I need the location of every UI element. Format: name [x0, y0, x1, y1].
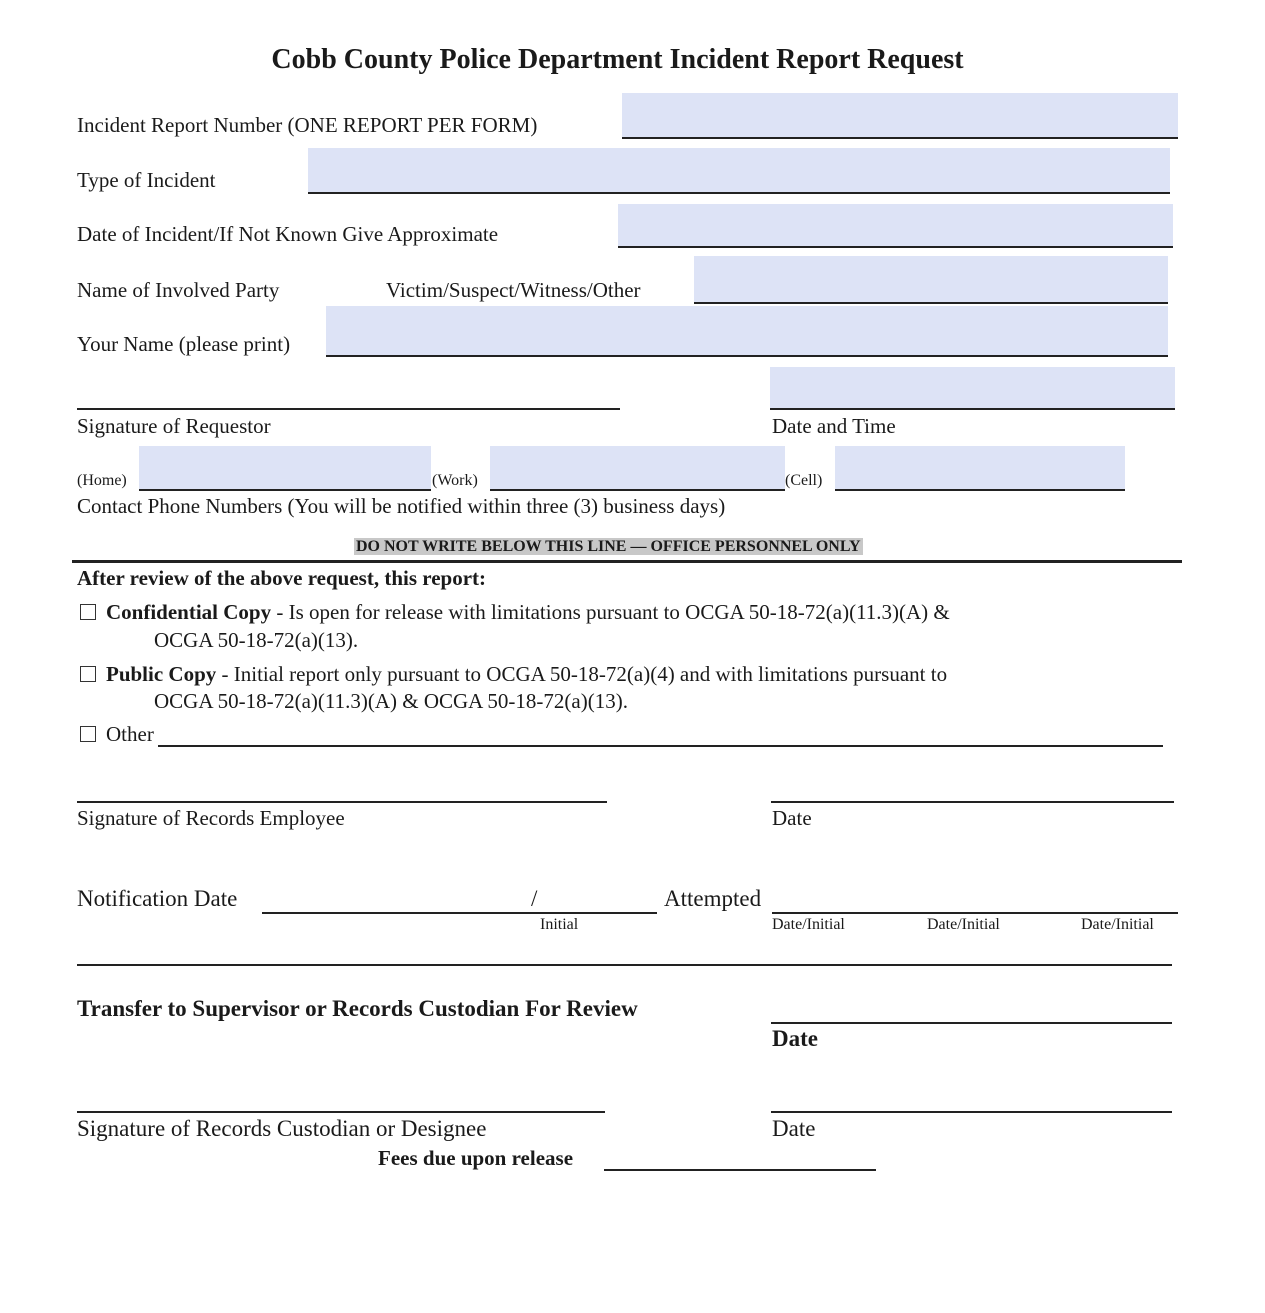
- confidential-option: [80, 600, 950, 625]
- cell-phone-field[interactable]: [835, 446, 1125, 491]
- transfer-heading: Transfer to Supervisor or Records Custodian For Review: [77, 996, 638, 1021]
- party-role-label: Victim/Suspect/Witness/Other: [386, 278, 641, 302]
- contact-phone-label: Contact Phone Numbers (You will be notified within three (3) business days): [77, 494, 726, 518]
- home-phone-field[interactable]: [139, 446, 431, 491]
- custodian-date-label: Date: [772, 1116, 816, 1141]
- other-checkbox[interactable]: [80, 726, 96, 742]
- transfer-date-line[interactable]: [771, 1022, 1172, 1024]
- other-option: [80, 722, 154, 747]
- office-only-banner: [354, 538, 863, 556]
- requestor-signature-line[interactable]: [77, 408, 620, 410]
- confidential-checkbox[interactable]: [80, 604, 96, 620]
- your-name-label: Your Name (please print): [77, 332, 291, 356]
- confidential-text-1: - Is open for release with limitations pursuant to OCGA 50-18-72(a)(11.3)(A) &: [276, 600, 950, 624]
- notification-date-line[interactable]: [262, 912, 657, 914]
- custodian-signature-label: Signature of Records Custodian or Designee: [77, 1116, 487, 1141]
- fees-line[interactable]: [604, 1169, 876, 1171]
- records-employee-date-line[interactable]: [771, 801, 1174, 803]
- incident-date-field[interactable]: [618, 204, 1173, 248]
- public-text-1: - Initial report only pursuant to OCGA 50-18-72(a)(4) and with limitations pursuant to: [221, 662, 948, 686]
- incident-type-field[interactable]: [308, 148, 1170, 194]
- fees-label: Fees due upon release: [378, 1146, 574, 1170]
- public-option: [80, 662, 947, 687]
- incident-date-label: Date of Incident/If Not Known Give Approximate: [77, 222, 499, 246]
- work-phone-label: (Work): [432, 472, 478, 489]
- incident-type-label: Type of Incident: [77, 168, 216, 192]
- attempt-date-initial-3: Date/Initial: [1081, 916, 1154, 933]
- involved-party-label: Name of Involved Party: [77, 278, 280, 302]
- review-heading: After review of the above request, this report:: [77, 566, 487, 590]
- records-employee-signature-line[interactable]: [77, 801, 607, 803]
- records-employee-signature-label: Signature of Records Employee: [77, 806, 345, 830]
- signature-requestor-label: Signature of Requestor: [77, 414, 271, 438]
- work-phone-field[interactable]: [490, 446, 785, 491]
- your-name-field[interactable]: [326, 306, 1168, 357]
- initial-label: Initial: [540, 916, 579, 933]
- confidential-text-2: OCGA 50-18-72(a)(13).: [154, 628, 359, 652]
- records-employee-date-label: Date: [772, 806, 812, 830]
- home-phone-label: (Home): [77, 472, 127, 489]
- attempt-date-initial-1: Date/Initial: [772, 916, 845, 933]
- attempted-line[interactable]: [772, 912, 1178, 914]
- office-only-banner-text: DO NOT WRITE BELOW THIS LINE — OFFICE PERSONNEL ONLY: [356, 538, 861, 555]
- involved-party-field[interactable]: [694, 256, 1168, 304]
- other-label: Other: [106, 722, 154, 746]
- date-time-field[interactable]: [770, 367, 1175, 410]
- date-time-label: Date and Time: [772, 414, 896, 438]
- custodian-date-line[interactable]: [771, 1111, 1172, 1113]
- custodian-signature-line[interactable]: [77, 1111, 605, 1113]
- public-title: Public Copy: [106, 662, 217, 686]
- transfer-date-label: Date: [772, 1026, 818, 1051]
- notification-date-label: Notification Date: [77, 886, 238, 911]
- public-checkbox[interactable]: [80, 666, 96, 682]
- notification-slash: /: [531, 886, 538, 911]
- other-line[interactable]: [158, 745, 1163, 747]
- notification-separator-line: [77, 964, 1172, 966]
- attempted-label: Attempted: [664, 886, 762, 911]
- attempt-date-initial-2: Date/Initial: [927, 916, 1000, 933]
- office-divider: [72, 560, 1182, 563]
- public-text-2: OCGA 50-18-72(a)(11.3)(A) & OCGA 50-18-72(a)(13).: [154, 689, 628, 713]
- report-number-field[interactable]: [622, 93, 1178, 139]
- cell-phone-label: (Cell): [785, 472, 823, 489]
- form-title: Cobb County Police Department Incident Report Request: [271, 44, 964, 75]
- report-number-label: Incident Report Number (ONE REPORT PER FORM): [77, 113, 538, 137]
- confidential-title: Confidential Copy: [106, 600, 272, 624]
